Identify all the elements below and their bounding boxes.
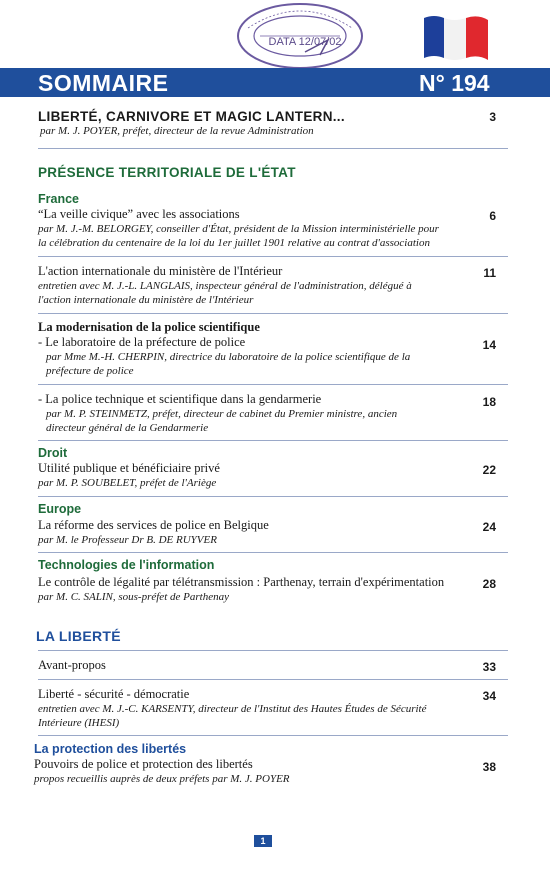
entry-page: 24: [482, 520, 496, 534]
footer-page-number: 1: [254, 835, 272, 847]
entry-page: 14: [482, 338, 496, 352]
divider: [38, 440, 508, 441]
divider: [38, 148, 508, 149]
entry-byline: entretien avec M. J.-C. KARSENTY, directeur de l'Institut des Hautes Études de Sécurité: [38, 703, 427, 715]
category-protection-libertes: La protection des libertés: [34, 742, 187, 756]
french-flag-icon: [422, 10, 490, 60]
category-technologies: Technologies de l'information: [38, 558, 215, 572]
entry-page: 11: [483, 266, 496, 280]
entry-title-utilite-publique: Utilité publique et bénéficiaire privé: [38, 461, 220, 475]
entry-byline: par M. le Professeur Dr B. DE RUYVER: [38, 534, 217, 546]
divider: [38, 735, 508, 736]
divider: [38, 384, 508, 385]
divider: [38, 496, 508, 497]
entry-page: 33: [482, 660, 496, 674]
category-droit: Droit: [38, 446, 68, 460]
editorial-title: LIBERTÉ, CARNIVORE ET MAGIC LANTERN...: [38, 109, 345, 124]
entry-page: 34: [482, 689, 496, 703]
divider: [38, 679, 508, 680]
category-france: France: [38, 192, 79, 206]
entry-byline: entretien avec M. J.-L. LANGLAIS, inspecteur général de l'administration, délégué à: [38, 280, 412, 292]
entry-byline: Intérieure (IHESI): [38, 717, 120, 729]
divider: [38, 313, 508, 314]
entry-title-controle-legalite: Le contrôle de légalité par télétransmission : Parthenay, terrain d'expérimentation: [38, 575, 445, 589]
entry-page: 38: [482, 760, 496, 774]
editorial-page: 3: [489, 110, 496, 124]
section-title-territorial: PRÉSENCE TERRITORIALE DE L'ÉTAT: [38, 165, 296, 180]
entry-byline: par M. C. SALIN, sous-préfet de Parthenay: [38, 591, 229, 603]
entry-byline: par M. J.-M. BELORGEY, conseiller d'État, président de la Mission interministérielle pour: [38, 223, 439, 235]
entry-byline: par M. P. STEINMETZ, préfet, directeur de cabinet du Premier ministre, ancien: [46, 408, 398, 420]
entry-page: 28: [482, 577, 496, 591]
entry-title-veille-civique: “La veille civique” avec les associations: [38, 207, 240, 221]
section-title-liberte: LA LIBERTÉ: [36, 628, 121, 644]
entry-title-gendarmerie: - La police technique et scientifique dans la gendarmerie: [38, 392, 322, 406]
category-europe: Europe: [38, 502, 82, 516]
entry-byline: la célébration du centenaire de la loi du 1er juillet 1901 relative au contrat d'association: [38, 237, 430, 249]
entry-byline: préfecture de police: [46, 365, 134, 377]
entry-title-liberte-securite: Liberté - sécurité - démocratie: [38, 687, 190, 701]
library-stamp: [230, 0, 370, 70]
category-police-scientifique: La modernisation de la police scientifique: [38, 320, 260, 334]
entry-page: 6: [489, 209, 496, 223]
entry-page: 22: [482, 463, 496, 477]
entry-byline: l'action internationale du ministère de l'Intérieur: [38, 294, 254, 306]
entry-byline: par M. P. SOUBELET, préfet de l'Ariège: [38, 477, 217, 489]
page-title: SOMMAIRE: [38, 70, 169, 96]
divider: [38, 552, 508, 553]
issue-number: N° 194: [419, 70, 490, 96]
entry-byline: propos recueillis auprès de deux préfets par M. J. POYER: [34, 773, 290, 785]
divider: [38, 650, 508, 651]
entry-page: 18: [482, 395, 496, 409]
entry-byline: directeur général de la Gendarmerie: [46, 422, 209, 434]
editorial-byline: par M. J. POYER, préfet, directeur de la revue Administration: [40, 125, 314, 137]
entry-byline: par Mme M.-H. CHERPIN, directrice du laboratoire de la police scientifique de la: [46, 351, 411, 363]
entry-title-action-internationale: L'action internationale du ministère de l'Intérieur: [38, 264, 283, 278]
entry-title-laboratoire: - Le laboratoire de la préfecture de police: [38, 335, 246, 349]
divider: [38, 256, 508, 257]
stamp-date: DATA 12/07/02: [268, 36, 342, 48]
entry-title-avant-propos: Avant-propos: [38, 658, 106, 672]
entry-title-pouvoirs-police: Pouvoirs de police et protection des libertés: [34, 757, 253, 771]
entry-title-reforme-belgique: La réforme des services de police en Belgique: [38, 518, 269, 532]
